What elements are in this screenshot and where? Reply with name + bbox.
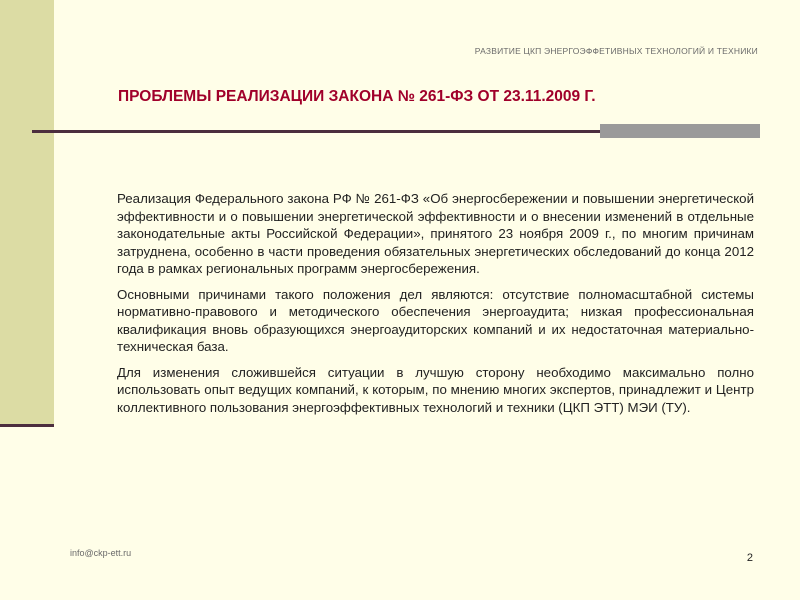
slide-title: ПРОБЛЕМЫ РЕАЛИЗАЦИИ ЗАКОНА № 261-ФЗ ОТ 23.11.2009 Г. xyxy=(118,88,596,105)
footer-email: info@ckp-ett.ru xyxy=(70,548,132,558)
title-divider xyxy=(32,130,600,133)
header-caption: РАЗВИТИЕ ЦКП ЭНЕРГОЭФФЕТИВНЫХ ТЕХНОЛОГИЙ И ТЕХНИКИ xyxy=(474,46,758,56)
left-band-rule xyxy=(0,424,54,427)
body-paragraph-1: Реализация Федерального закона РФ № 261-ФЗ «Об энергосбережении и повышении энергетической эффективности и о повышении энергетической эффективности и о внесении изменений в отдельные законодательные акты Российской Федерации», принятого 23 ноября 2009 г., по многим причинам затруднена, особенно в части проведения обязательных энергетических обследований до конца 2012 года в рамках региональных программ энергосбережения. xyxy=(117,191,754,276)
body-paragraph-2: Основными причинами такого положения дел являются: отсутствие полномасштабной системы нормативно-правового и методического обеспечения энергоаудита; низкая профессиональная квалификация вновь образующихся энергоаудиторских компаний и их недостаточная материально-техническая база. xyxy=(117,286,754,354)
page-number: 2 xyxy=(746,552,753,564)
title-divider-accent xyxy=(600,124,760,138)
body-paragraph-3: Для изменения сложившейся ситуации в лучшую сторону необходимо максимально полно использовать опыт ведущих компаний, к которым, по мнению многих экспертов, принадлежит и Центр коллективного пользования энергоэффективных технологий и техники (ЦКП ЭТТ) МЭИ (ТУ). xyxy=(117,364,754,415)
slide-body xyxy=(117,190,754,424)
left-decorative-band xyxy=(0,0,54,424)
